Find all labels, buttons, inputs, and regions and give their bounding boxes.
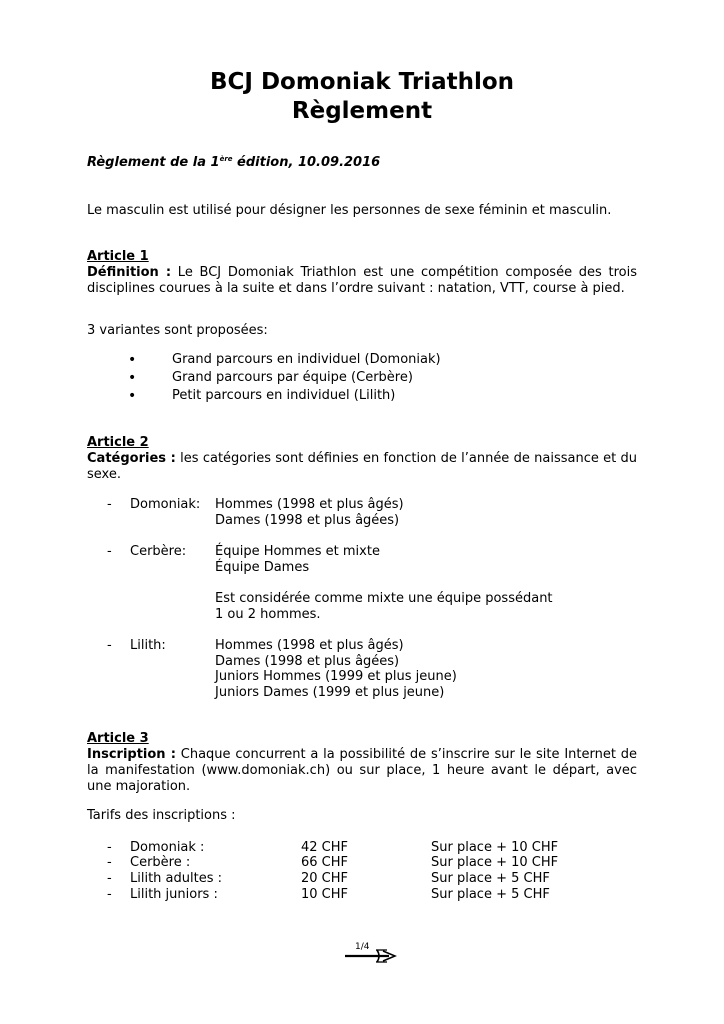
tarif-name: Lilith adultes : <box>130 871 222 886</box>
category-line: Équipe Hommes et mixte <box>215 544 380 559</box>
trident-icon <box>343 948 397 964</box>
variant-item: Grand parcours par équipe (Cerbère) <box>172 370 413 385</box>
category-line: Juniors Hommes (1999 et plus jeune) <box>215 669 457 684</box>
tarif-price: 42 CHF <box>301 840 349 855</box>
variant-item: Grand parcours en individuel (Domoniak) <box>172 352 441 367</box>
bullet-icon: • <box>128 352 137 368</box>
tarif-name: Lilith juniors : <box>130 887 218 902</box>
variant-item: Petit parcours en individuel (Lilith) <box>172 388 396 403</box>
category-line: Hommes (1998 et plus âgés) <box>215 497 404 512</box>
list-dash: - <box>107 840 112 855</box>
tarif-price: 66 CHF <box>301 855 349 870</box>
list-dash: - <box>107 544 112 559</box>
bullet-icon: • <box>128 388 137 404</box>
list-dash: - <box>107 855 112 870</box>
list-dash: - <box>107 497 112 512</box>
page-number: 1/4 <box>355 942 370 952</box>
category-name-lilith: Lilith: <box>130 638 166 653</box>
intro-paragraph: Le masculin est utilisé pour désigner les personnes de sexe féminin et masculin. <box>87 203 612 218</box>
category-name-domoniak: Domoniak: <box>130 497 201 512</box>
document-subtitle: Règlement <box>291 98 433 124</box>
category-line: Dames (1998 et plus âgées) <box>215 513 400 528</box>
category-note: Est considérée comme mixte une équipe possédant <box>215 591 553 606</box>
category-line: Juniors Dames (1999 et plus jeune) <box>215 685 445 700</box>
tarif-price: 20 CHF <box>301 871 349 886</box>
article-1-text: Définition : Le BCJ Domoniak Triathlon est une compétition composée des trois disciplines courues à la suite et dans l’ordre suivant : natation, VTT, course à pied. <box>87 265 637 296</box>
list-dash: - <box>107 871 112 886</box>
list-dash: - <box>107 887 112 902</box>
category-line: Équipe Dames <box>215 560 310 575</box>
category-line: Hommes (1998 et plus âgés) <box>215 638 404 653</box>
tarif-name: Domoniak : <box>130 840 205 855</box>
category-name-cerbere: Cerbère: <box>130 544 187 559</box>
category-line: Dames (1998 et plus âgées) <box>215 654 400 669</box>
tarif-extra: Sur place + 5 CHF <box>431 871 550 886</box>
article-3-heading: Article 3 <box>87 731 149 746</box>
tarif-extra: Sur place + 10 CHF <box>431 840 559 855</box>
article-2-heading: Article 2 <box>87 435 149 450</box>
tarif-name: Cerbère : <box>130 855 191 870</box>
article-3-text: Inscription : Chaque concurrent a la possibilité de s’inscrire sur le site Internet de la manifestation (www.domoniak.ch) ou sur place, 1 heure avant le départ, avec une majoration. <box>87 747 637 794</box>
tarif-extra: Sur place + 10 CHF <box>431 855 559 870</box>
tarifs-title: Tarifs des inscriptions : <box>87 808 236 823</box>
tarif-price: 10 CHF <box>301 887 349 902</box>
variants-intro: 3 variantes sont proposées: <box>87 323 268 338</box>
article-1-heading: Article 1 <box>87 249 149 264</box>
article-2-text: Catégories : les catégories sont définies en fonction de l’année de naissance et du sexe. <box>87 451 638 482</box>
edition-line: Règlement de la 1ère édition, 10.09.2016 <box>87 155 381 170</box>
document-title: BCJ Domoniak Triathlon <box>209 69 515 95</box>
tarif-extra: Sur place + 5 CHF <box>431 887 550 902</box>
list-dash: - <box>107 638 112 653</box>
category-note: 1 ou 2 hommes. <box>215 607 321 622</box>
bullet-icon: • <box>128 370 137 386</box>
